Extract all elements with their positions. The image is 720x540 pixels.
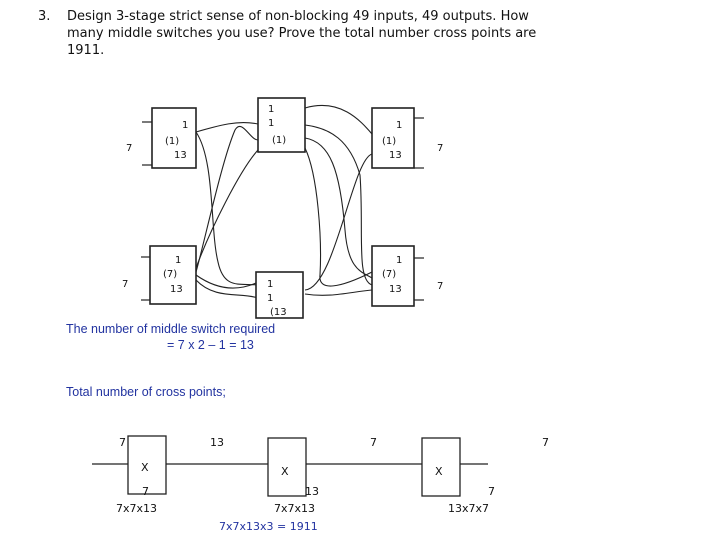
stage-label-3: 13x7x7 bbox=[448, 502, 490, 515]
stage-2-symbol: X bbox=[281, 465, 289, 478]
crosspoints-heading: Total number of cross points; bbox=[66, 385, 226, 399]
br-label-2: (7) bbox=[382, 269, 397, 280]
stage-chain bbox=[92, 436, 488, 496]
stage-top-num-1: 7 bbox=[119, 436, 126, 449]
side-label-bottom-right: 7 bbox=[437, 281, 444, 292]
stage-top-num-3: 7 bbox=[370, 436, 377, 449]
tl-label-2: (1) bbox=[165, 136, 180, 147]
tm-label-1: 1 bbox=[268, 104, 275, 115]
bm-label-1: 1 bbox=[267, 279, 274, 290]
question-line-2: many middle switches you use? Prove the total number cross points are bbox=[67, 26, 537, 41]
tr-label-1: 1 bbox=[396, 120, 403, 131]
tl-label-1: 1 bbox=[182, 120, 189, 131]
tm-label-2: 1 bbox=[268, 118, 275, 129]
clos-network bbox=[141, 98, 424, 318]
stage-top-num-2: 13 bbox=[210, 436, 224, 449]
stage-below-num-1: 7 bbox=[142, 485, 149, 498]
stage-top-num-4: 7 bbox=[542, 436, 549, 449]
bl-label-3: 13 bbox=[170, 284, 183, 295]
tr-label-3: 13 bbox=[389, 150, 402, 161]
stage-below-num-3: 7 bbox=[488, 485, 495, 498]
bm-label-2: 1 bbox=[267, 293, 274, 304]
question-number: 3. bbox=[38, 9, 51, 24]
side-label-bottom-left: 7 bbox=[122, 279, 129, 290]
br-label-3: 13 bbox=[389, 284, 402, 295]
bl-label-2: (7) bbox=[163, 269, 178, 280]
stage-label-1: 7x7x13 bbox=[116, 502, 158, 515]
stage-below-num-2: 13 bbox=[305, 485, 319, 498]
middle-switch-formula: = 7 x 2 – 1 = 13 bbox=[167, 338, 254, 352]
tl-label-3: 13 bbox=[174, 150, 187, 161]
stage-label-2: 7x7x13 bbox=[274, 502, 316, 515]
bl-label-1: 1 bbox=[175, 255, 182, 266]
stage-1-symbol: X bbox=[141, 461, 149, 474]
tr-label-2: (1) bbox=[382, 136, 397, 147]
middle-switch-heading: The number of middle switch required bbox=[66, 322, 276, 336]
question-line-3: 1911. bbox=[67, 43, 105, 58]
bm-label-3: (13 bbox=[270, 307, 287, 318]
tm-label-3: (1) bbox=[272, 135, 287, 146]
br-label-1: 1 bbox=[396, 255, 403, 266]
stage-3-symbol: X bbox=[435, 465, 443, 478]
side-label-top-left: 7 bbox=[126, 143, 133, 154]
question-line-1: Design 3-stage strict sense of non-blocking 49 inputs, 49 outputs. How bbox=[67, 9, 529, 24]
total-crosspoints-formula: 7x7x13x3 = 1911 bbox=[219, 520, 318, 533]
side-label-top-right: 7 bbox=[437, 143, 444, 154]
